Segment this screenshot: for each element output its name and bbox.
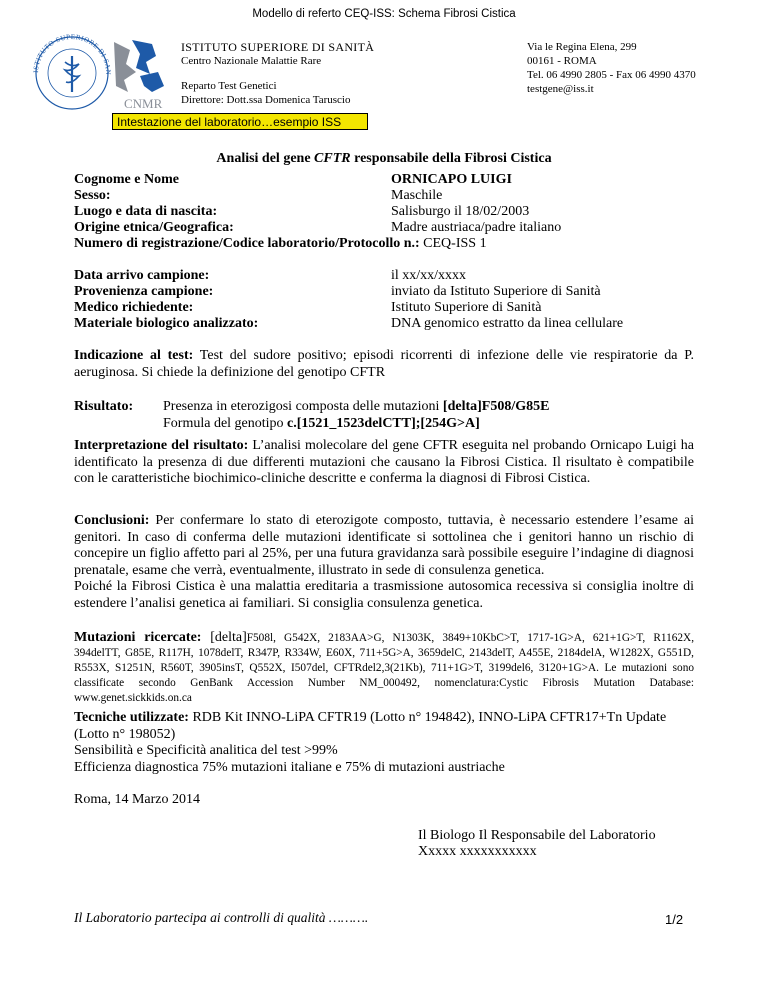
- page-number: 1/2: [665, 912, 684, 927]
- result-line1: Presenza in eterozigosi composta delle mutazioni: [163, 399, 443, 414]
- signature-block: [418, 828, 656, 860]
- interpretation-section: [74, 438, 694, 488]
- address-phone: Tel. 06 4990 2805 - Fax 06 4990 4370: [527, 69, 696, 81]
- institute-name: ISTITUTO SUPERIORE DI SANITÀ: [181, 40, 375, 54]
- provenance-value: inviato da Istituto Superiore di Sanità: [391, 284, 601, 299]
- genotype-label: Formula del genotipo: [163, 416, 288, 431]
- title-prefix: Analisi del gene: [216, 151, 315, 166]
- result-mutations: [delta]F508/G85E: [442, 399, 550, 414]
- title-suffix: responsabile della Fibrosi Cistica: [350, 151, 552, 166]
- sample-block: [74, 268, 714, 332]
- footer-note: Il Laboratorio partecipa ai controlli di qualità ……….: [74, 910, 369, 925]
- conclusions-text: Per confermare lo stato di eterozigote composto, tuttavia, è necessario estendere l’esame ai genitori. In caso di conferma delle mutazioni identificate si sottolinea che i genitori hanno un rischio di concepire un figlio affetto pari al 25%, per una futura gravidanza sarà possibile eseguire l’indagine di diagnosi prenatale, esame che verrà, eventualmente, illustrato in sede di consulenza genetica.: [74, 513, 694, 578]
- sex-label: Sesso:: [74, 188, 111, 203]
- techniques-label: Tecniche utilizzate:: [74, 710, 189, 725]
- address-email: testgene@iss.it: [527, 83, 594, 95]
- conclusions-text-2: Poiché la Fibrosi Cistica è una malattia ereditaria a trasmissione autosomica recessiva si consiglia inoltre di estendere l’analisi genetica ai familiari. Si consiglia consulenza genetica.: [74, 579, 694, 611]
- seal-text: ISTITUTO SUPERIORE DI SAN: [31, 32, 113, 76]
- template-note: Modello di referto CEQ-ISS: Schema Fibrosi Cistica: [252, 8, 516, 20]
- mutations-section: [74, 630, 694, 706]
- doctor-value: Istituto Superiore di Sanità: [391, 300, 542, 315]
- svg-text:ISTITUTO SUPERIORE DI SANITÀ: [28, 28, 112, 75]
- signature-roles: Il Biologo Il Responsabile del Laboratorio: [418, 828, 656, 843]
- signature-names: Xxxxx xxxxxxxxxxx: [418, 844, 537, 859]
- department-name: Reparto Test Genetici: [181, 80, 277, 92]
- patient-block: [74, 172, 714, 252]
- arrival-value: il xx/xx/xxxx: [391, 268, 467, 283]
- material-label: Materiale biologico analizzato:: [74, 316, 259, 331]
- place-date: Roma, 14 Marzo 2014: [74, 792, 200, 807]
- name-label: Cognome e Nome: [74, 172, 179, 187]
- title-gene: CFTR: [314, 151, 351, 166]
- birth-label: Luogo e data di nascita:: [74, 204, 218, 219]
- interpretation-label: Interpretazione del risultato:: [74, 438, 249, 453]
- logo-graphic: [28, 28, 173, 113]
- sex-value: Maschile: [391, 188, 443, 203]
- cnmr-logo-text: CNMR: [124, 96, 163, 111]
- efficiency-text: Efficienza diagnostica 75% mutazioni italiane e 75% di mutazioni austriache: [74, 759, 505, 775]
- material-value: DNA genomico estratto da linea cellulare: [391, 316, 624, 331]
- result-label: Risultato:: [74, 399, 134, 414]
- doctor-label: Medico richiedente:: [74, 300, 194, 315]
- techniques-text: RDB Kit INNO-LiPA CFTR19 (Lotto n° 194842), INNO-LiPA CFTR17+Tn Update (Lotto n° 198052): [74, 710, 667, 742]
- director-name: Direttore: Dott.ssa Domenica Taruscio: [181, 94, 351, 106]
- registration-value: CEQ-ISS 1: [419, 236, 487, 251]
- registration-label: Numero di registrazione/Codice laboratorio/Protocollo n.:: [74, 236, 420, 251]
- address-block: [527, 40, 696, 96]
- center-name: Centro Nazionale Malattie Rare: [181, 55, 322, 67]
- conclusions-section: [74, 513, 694, 612]
- address-street: Via le Regina Elena, 299: [527, 41, 637, 53]
- birth-value: Salisburgo il 18/02/2003: [391, 204, 530, 219]
- result-section: [74, 399, 714, 433]
- conclusions-label: Conclusioni:: [74, 513, 150, 528]
- techniques-section: [74, 710, 694, 776]
- provenance-label: Provenienza campione:: [74, 284, 214, 299]
- indication-section: [74, 348, 694, 381]
- indication-label: Indicazione al test:: [74, 348, 194, 363]
- origin-label: Origine etnica/Geografica:: [74, 220, 234, 235]
- mutations-list: F508l, G542X, 2183AA>G, N1303K, 3849+10KbC>T, 1717-1G>A, 621+1G>T, R1162X, 394delTT, G85E, R117H, 1078delT, R347P, R334W, E60X, 711+5G>A, 3659delC, 2143delT, A455E, 2184delA, W1282X, G551D, R553X, S1251N, R560T, 3905insT, Q552X, I507del, CFTRdel2,3(21Kb), 711+1G>T, 3199del6, 3120+1G>A. Le mutazioni sono classificate secondo GenBank Accession Number NM_000492, nomenclatura:Cystic Fibrosis Mutation Database: www.genet.sickkids.on.ca: [74, 632, 695, 704]
- report-title: [0, 151, 768, 167]
- patient-name: ORNICAPO LUIGI: [391, 172, 512, 187]
- mutations-label: Mutazioni ricercate:: [74, 630, 202, 645]
- interpretation-text: L’analisi molecolare del gene CFTR eseguita nel probando Ornicapo Luigi ha identificato la presenza di due differenti mutazioni che causano la Fibrosi Cistica. Il risultato è compatibile con le caratteristiche biochimico-cliniche descritte e conferma la diagnosi di Fibrosi Cistica.: [74, 438, 694, 486]
- genotype-formula: c.[1521_1523delCTT];[254G>A]: [287, 416, 480, 431]
- sensitivity-text: Sensibilità e Specificità analitica del test >99%: [74, 743, 338, 758]
- indication-text: Test del sudore positivo; episodi ricorrenti di infezione delle vie respiratorie da P. aeruginosa. Si chiede la definizione del genotipo CFTR: [74, 348, 695, 380]
- iss-cnmr-logo: [28, 28, 173, 113]
- mutations-lead: [delta]: [201, 630, 247, 645]
- address-city: 00161 - ROMA: [527, 55, 597, 67]
- origin-value: Madre austriaca/padre italiano: [391, 220, 562, 235]
- arrival-label: Data arrivo campione:: [74, 268, 210, 283]
- institute-block: [181, 40, 374, 107]
- lab-header-box: Intestazione del laboratorio…esempio ISS: [112, 113, 368, 130]
